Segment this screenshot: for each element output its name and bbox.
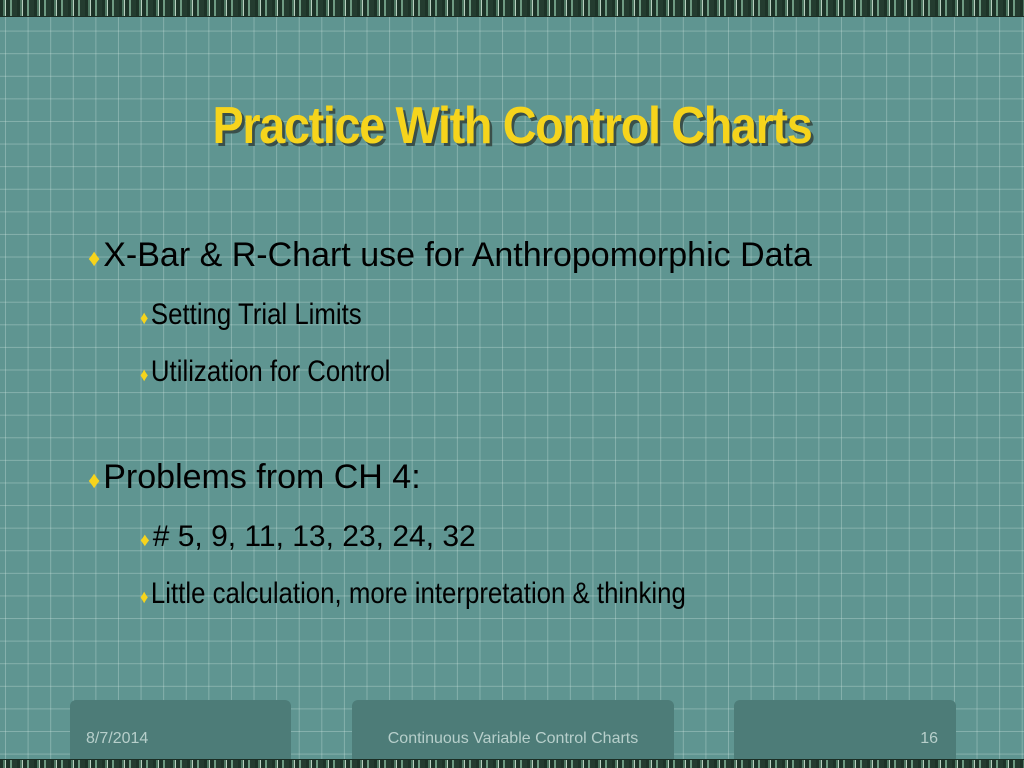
- decorative-circuit-strip-bottom: [0, 759, 1024, 768]
- bullet-text: X-Bar & R-Chart use for Anthropomorphic Data: [103, 236, 812, 274]
- footer-page-number: 16: [920, 730, 938, 747]
- diamond-bullet-icon: ♦: [140, 587, 149, 608]
- diamond-bullet-icon: ♦: [88, 467, 101, 494]
- bullet-text: Problems from CH 4:: [103, 458, 421, 496]
- sub-bullet-text: Utilization for Control: [150, 355, 391, 388]
- slide-title: Practice With Control Charts: [212, 97, 812, 155]
- sub-bullet-text: Setting Trial Limits: [150, 298, 362, 331]
- sub-bullet-item: [140, 577, 686, 611]
- footer-date: 8/7/2014: [86, 730, 149, 747]
- sub-bullet-item: [140, 355, 390, 389]
- diamond-bullet-icon: ♦: [140, 530, 150, 551]
- footer-date-box: [70, 700, 291, 764]
- diamond-bullet-icon: ♦: [140, 308, 149, 329]
- footer-page-box: [734, 700, 956, 764]
- diamond-bullet-icon: ♦: [88, 245, 101, 272]
- bullet-item-1: [88, 236, 812, 275]
- sub-bullet-text: # 5, 9, 11, 13, 23, 24, 32: [152, 520, 476, 553]
- sub-bullet-item: [140, 520, 476, 554]
- sub-bullet-text: Little calculation, more interpretation & thinking: [150, 577, 686, 610]
- decorative-circuit-strip-top: [0, 0, 1024, 17]
- footer-title-box: [352, 700, 674, 764]
- diamond-bullet-icon: ♦: [140, 365, 149, 386]
- footer-title: Continuous Variable Control Charts: [387, 730, 639, 747]
- sub-bullet-item: [140, 298, 362, 332]
- bullet-item-2: [88, 458, 421, 497]
